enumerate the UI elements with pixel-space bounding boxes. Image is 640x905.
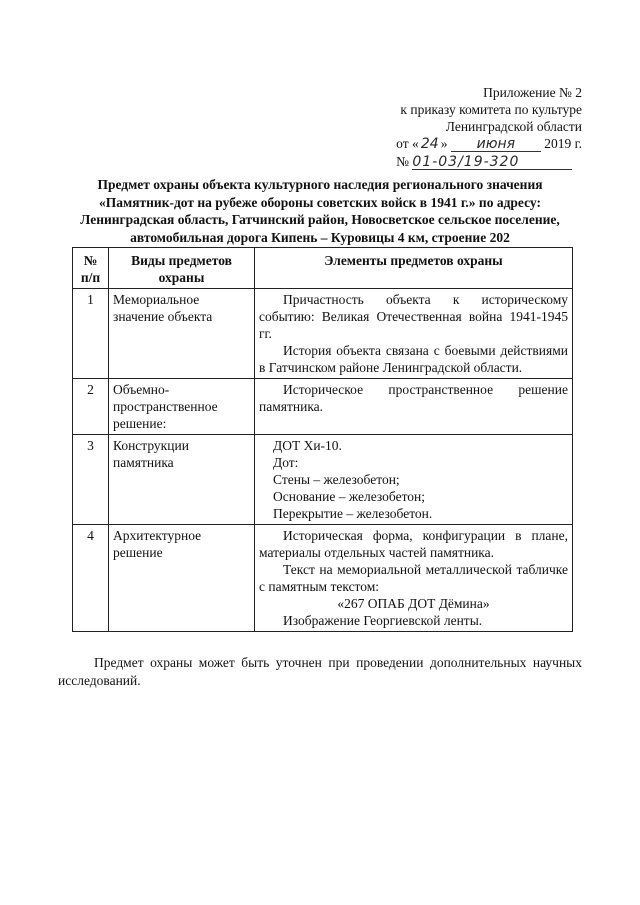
element-text: История объекта связана с боевыми действиями в Гатчинском районе Ленинградской области. (259, 343, 568, 375)
row-kind: Архитектурное решение (109, 525, 255, 632)
title-line-4: автомобильная дорога Кипень – Куровицы 4 км, строение 202 (130, 229, 510, 245)
row-num: 1 (73, 289, 109, 379)
header-elements: Элементы предметов охраны (255, 248, 573, 289)
date-suffix: 2019 г. (540, 136, 582, 151)
row-kind: Конструкции памятника (109, 435, 255, 525)
row-elements (255, 525, 573, 632)
element-text: Историческое пространственное решение памятника. (259, 382, 568, 414)
number-prefix: № (396, 154, 413, 169)
element-text: Текст на мемориальной металлической табличке с памятным текстом: (259, 562, 568, 594)
header-num: № п/п (73, 248, 109, 289)
document-title (58, 176, 582, 246)
footnote-paragraph: Предмет охраны может быть уточнен при проведении дополнительных научных исследований. (58, 654, 582, 688)
title-line-3: Ленинградская область, Гатчинский район, Новосветское сельское поселение, (80, 212, 560, 227)
row-kind: Мемориальное значение объекта (109, 289, 255, 379)
appendix-title: Приложение № 2 (483, 85, 582, 100)
element-text: Дот: (273, 455, 299, 470)
handwritten-day: 24 (420, 136, 439, 152)
element-text: Стены – железобетон; (273, 472, 400, 487)
table-row (73, 289, 573, 379)
handwritten-number: 01-03/19-320 (412, 155, 572, 170)
appendix-number (396, 153, 582, 170)
row-num: 3 (73, 435, 109, 525)
table-row (73, 525, 573, 632)
row-elements (255, 379, 573, 435)
element-text: Перекрытие – железобетон. (273, 506, 433, 521)
handwritten-month: июня (451, 137, 541, 152)
protection-table (72, 247, 573, 632)
title-line-1: Предмет охраны объекта культурного наследия регионального значения (97, 177, 543, 192)
appendix-region: Ленинградской области (445, 119, 582, 134)
row-elements (255, 435, 573, 525)
table-row (73, 435, 573, 525)
row-num: 2 (73, 379, 109, 435)
table-row (73, 379, 573, 435)
element-text: ДОТ Хи-10. (273, 438, 342, 453)
title-line-2: «Памятник-дот на рубеже обороны советских войск в 1941 г.» по адресу: (99, 194, 541, 210)
appendix-order-ref: к приказу комитета по культуре (400, 102, 582, 117)
element-text: «267 ОПАБ ДОТ Дёмина» (337, 596, 490, 611)
element-text: Причастность объекта к историческому событию: Великая Отечественная война 1941-1945 гг. (259, 292, 568, 341)
header-kind: Виды предметов охраны (109, 248, 255, 289)
row-num: 4 (73, 525, 109, 632)
appendix-date (396, 135, 582, 153)
date-mid: » (440, 136, 451, 151)
table-header-row (73, 248, 573, 289)
date-prefix: от « (396, 136, 419, 151)
element-text: Основание – железобетон; (273, 489, 426, 504)
row-elements (255, 289, 573, 379)
row-kind: Объемно-пространственное решение: (109, 379, 255, 435)
element-text: Изображение Георгиевской ленты. (283, 613, 483, 628)
element-text: Историческая форма, конфигурации в плане, материалы отдельных частей памятника. (259, 528, 568, 560)
appendix-header (396, 84, 582, 170)
